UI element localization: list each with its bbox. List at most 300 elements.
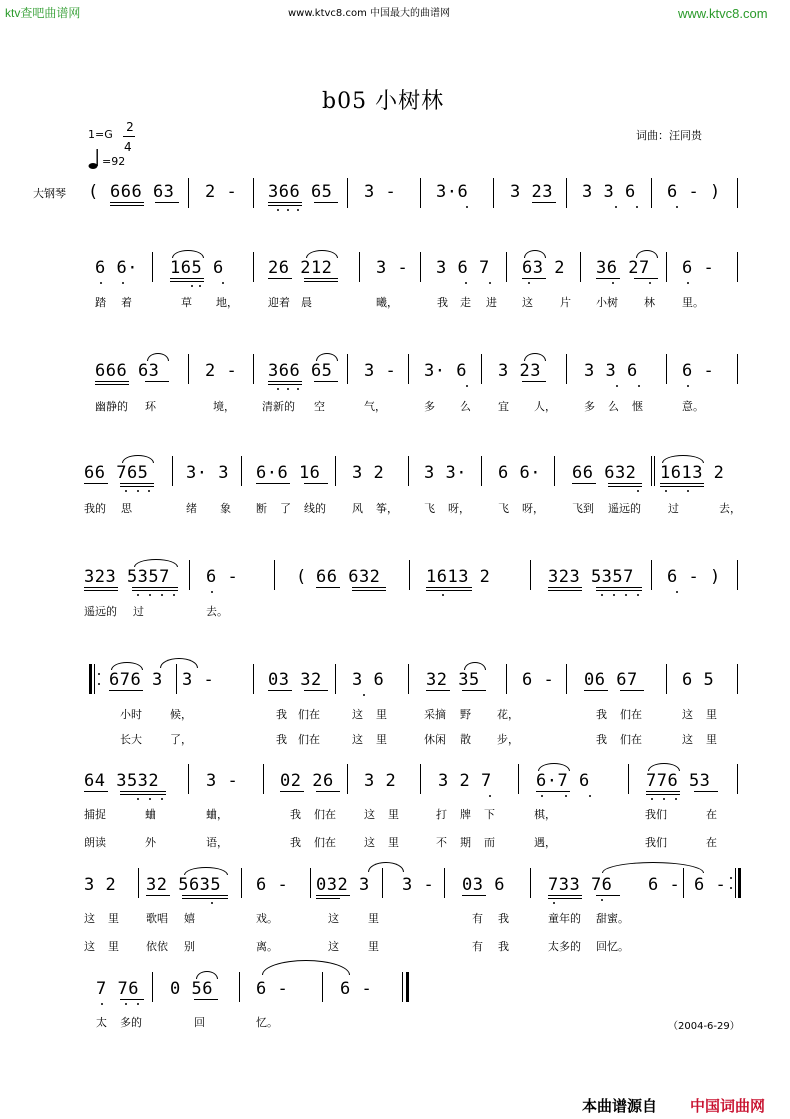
lyric: 下	[484, 808, 495, 821]
slur	[636, 250, 658, 258]
lyric: 环	[145, 400, 156, 413]
barline	[359, 252, 360, 282]
lyric: 别	[184, 940, 195, 953]
note-group: 6 -	[256, 875, 289, 895]
note-group: 3 2	[364, 771, 397, 791]
underline	[120, 791, 166, 792]
lyric: 么	[460, 400, 471, 413]
lyric: 打	[436, 808, 447, 821]
slur	[662, 455, 704, 463]
note-group: 2 -	[205, 361, 238, 381]
note-group: 323 5357	[84, 567, 170, 587]
barline	[666, 354, 667, 384]
underline	[548, 590, 582, 591]
repeat-dot	[98, 683, 100, 685]
site-tagline: www.ktvc8.com 中国最大的曲谱网	[288, 8, 451, 19]
lyric: 意。	[682, 400, 704, 413]
lyric: 清新的	[262, 400, 295, 413]
note-group: 3 6	[352, 670, 385, 690]
dot	[676, 591, 678, 593]
tie	[262, 960, 350, 975]
lyric: 里	[108, 940, 119, 953]
barline	[347, 178, 348, 208]
footer-site-link[interactable]: 中国词曲网	[690, 1097, 766, 1115]
barline	[176, 664, 177, 694]
lyric: 惬	[632, 400, 643, 413]
lyric: 而	[484, 836, 495, 849]
underline	[596, 278, 620, 279]
dot	[613, 594, 615, 596]
barline	[666, 664, 667, 694]
time-signature-bottom: 4	[124, 140, 132, 154]
underline	[268, 384, 302, 385]
lyric: 飞	[424, 502, 435, 515]
lyric: 这	[84, 912, 95, 925]
note-group: 6·6 16	[256, 463, 321, 483]
barline	[188, 178, 189, 208]
note-group: 3 -	[376, 258, 409, 278]
lyric: 这	[328, 912, 339, 925]
page-title: b05 小树林	[322, 89, 445, 114]
barline	[408, 456, 409, 486]
lyric: 野	[460, 708, 471, 721]
credit: 词曲：汪同贵	[636, 129, 702, 142]
note-group: 6 -	[694, 875, 727, 895]
barline	[347, 354, 348, 384]
note-group: 676 3	[109, 670, 163, 690]
barline	[481, 456, 482, 486]
underline	[584, 690, 608, 691]
dot	[149, 798, 151, 800]
slur	[538, 763, 570, 771]
lyric: 在	[706, 836, 717, 849]
dot	[663, 798, 665, 800]
barline	[654, 456, 655, 486]
lyric: 朗读	[84, 836, 106, 849]
note-group: 6 -	[256, 979, 289, 999]
dot	[601, 594, 603, 596]
barline	[189, 560, 190, 590]
lyric: 回	[194, 1016, 205, 1029]
dot	[541, 795, 543, 797]
lyric: 我	[290, 836, 301, 849]
barline	[554, 456, 555, 486]
barline	[241, 456, 242, 486]
lyric: 花，	[497, 708, 519, 721]
lyric: 戏。	[256, 912, 278, 925]
note-group: 366 65	[268, 182, 333, 202]
barline	[253, 354, 254, 384]
lyric: 里	[368, 940, 379, 953]
note-group: 733 76	[548, 875, 613, 895]
key-signature: 1=G	[88, 128, 113, 141]
repeat-dot	[730, 877, 732, 879]
date-stamp: （2004-6-29）	[668, 1021, 740, 1032]
barline	[152, 972, 153, 1002]
note-group: (	[296, 567, 307, 587]
time-signature-top: 2	[126, 120, 134, 134]
slur	[464, 662, 486, 670]
lyric: 片	[560, 296, 571, 309]
slur	[316, 353, 338, 361]
dot	[687, 490, 689, 492]
note-group: 66 632	[316, 567, 381, 587]
slur	[524, 250, 546, 258]
underline	[314, 381, 338, 382]
tie	[160, 658, 198, 668]
barline	[628, 764, 629, 794]
note-group: 7 76	[96, 979, 139, 999]
dot	[637, 594, 639, 596]
underline	[146, 895, 170, 896]
underline	[95, 381, 129, 382]
lyric: 依依	[146, 940, 168, 953]
underline	[120, 486, 154, 487]
lyric: 里	[388, 808, 399, 821]
underline	[110, 205, 144, 206]
dot	[137, 798, 139, 800]
dot	[122, 282, 124, 284]
underline	[84, 590, 118, 591]
lyric: 飞	[498, 502, 509, 515]
note-group: 6 -	[682, 361, 715, 381]
underline	[620, 690, 644, 691]
lyric: 断	[256, 502, 267, 515]
barline	[382, 868, 383, 898]
lyric: 我	[437, 296, 448, 309]
slur	[196, 971, 218, 979]
lyric: 休闲	[424, 733, 446, 746]
lyric: 么	[608, 400, 619, 413]
underline	[634, 278, 658, 279]
repeat-end-barline	[738, 868, 741, 898]
slur	[648, 763, 680, 771]
dot	[100, 282, 102, 284]
lyric: 语，	[206, 836, 228, 849]
lyric: 小树	[596, 296, 618, 309]
dot	[277, 388, 279, 390]
note-group: 3 -	[182, 670, 215, 690]
underline	[170, 278, 204, 279]
lyric: 里	[376, 733, 387, 746]
underline	[132, 587, 178, 588]
underline	[548, 587, 582, 588]
lyric: 筝，	[376, 502, 398, 515]
lyric: 里	[388, 836, 399, 849]
slur	[134, 559, 178, 567]
lyric: 在	[706, 808, 717, 821]
lyric: 小时	[120, 708, 142, 721]
note-group: 366 65	[268, 361, 333, 381]
dot	[466, 206, 468, 208]
dot	[636, 206, 638, 208]
lyric: 童年的	[548, 912, 581, 925]
underline	[304, 690, 328, 691]
barline	[737, 178, 738, 208]
underline	[522, 381, 546, 382]
lyric: 去。	[206, 605, 228, 618]
note-group: 3· 3	[186, 463, 229, 483]
underline	[280, 791, 304, 792]
site-logo-right[interactable]: www.ktvc8.com	[678, 6, 768, 21]
lyric: 们在	[314, 808, 336, 821]
barline	[241, 868, 242, 898]
time-signature-line	[123, 136, 135, 137]
underline	[256, 483, 290, 484]
lyric: 我们	[645, 808, 667, 821]
lyric: 不	[436, 836, 447, 849]
underline	[314, 202, 338, 203]
lyric: 了，	[170, 733, 192, 746]
barline	[335, 664, 336, 694]
lyric: 棋，	[534, 808, 556, 821]
quarter-note-icon	[88, 148, 102, 174]
dot	[465, 282, 467, 284]
note-group: 66 765	[84, 463, 149, 483]
lyric: 飞到	[572, 502, 594, 515]
underline	[316, 898, 340, 899]
lyric: 太多的	[548, 940, 581, 953]
note-group: 3·6	[436, 182, 469, 202]
footer-source-label: 本曲谱源自	[582, 1097, 658, 1115]
note-group: 1613 2	[660, 463, 725, 483]
barline	[420, 178, 421, 208]
barline	[444, 868, 445, 898]
dot	[125, 1003, 127, 1005]
dot	[277, 209, 279, 211]
note-group: (	[88, 182, 99, 202]
underline	[84, 791, 108, 792]
slur	[122, 455, 154, 463]
dot	[466, 385, 468, 387]
lyric: 牌	[460, 808, 471, 821]
barline	[737, 354, 738, 384]
lyric: 绪	[186, 502, 197, 515]
underline	[596, 587, 642, 588]
note-group: 3 -	[364, 361, 397, 381]
note-group: 3 -	[206, 771, 239, 791]
note-group: 6 -	[682, 258, 715, 278]
underline	[608, 486, 642, 487]
note-group: 6 -	[206, 567, 239, 587]
dot	[528, 282, 530, 284]
lyric: 多	[584, 400, 595, 413]
lyric: 幽静的	[95, 400, 128, 413]
barline	[408, 354, 409, 384]
dot	[191, 285, 193, 287]
underline	[304, 281, 338, 282]
slur	[147, 353, 169, 361]
barline	[580, 252, 581, 282]
lyric: 有	[472, 912, 483, 925]
lyric: 过	[133, 605, 144, 618]
lyric: 这	[84, 940, 95, 953]
underline	[660, 483, 704, 484]
barline	[566, 664, 567, 694]
lyric: 我	[290, 808, 301, 821]
lyric: 我	[596, 708, 607, 721]
dot	[687, 282, 689, 284]
dot	[638, 385, 640, 387]
note-group: 3 23	[498, 361, 541, 381]
dot	[211, 902, 213, 904]
note-group: 1613 2	[426, 567, 491, 587]
note-group: 6 - )	[667, 182, 721, 202]
underline	[548, 895, 582, 896]
barline	[735, 868, 736, 898]
barline	[409, 560, 410, 590]
dot	[489, 282, 491, 284]
dot	[137, 490, 139, 492]
underline	[110, 202, 144, 203]
barline	[188, 354, 189, 384]
barline	[172, 456, 173, 486]
note-group: 03 32	[268, 670, 322, 690]
note-group: 63 2	[522, 258, 565, 278]
dot	[149, 594, 151, 596]
lyric: 们在	[298, 708, 320, 721]
lyric: 们在	[620, 733, 642, 746]
note-group: 032 3	[316, 875, 370, 895]
underline	[170, 281, 204, 282]
dot	[615, 206, 617, 208]
note-group: 666 63	[110, 182, 175, 202]
tempo-value: =92	[102, 155, 126, 168]
note-group: 66 632	[572, 463, 637, 483]
lyric: 有	[472, 940, 483, 953]
lyric: 晨	[301, 296, 312, 309]
note-group: 6 - )	[667, 567, 721, 587]
barline	[263, 764, 264, 794]
note-group: 3 3·	[424, 463, 467, 483]
underline	[120, 794, 166, 795]
slur	[184, 867, 228, 875]
lyric: 踏	[95, 296, 106, 309]
barline	[506, 252, 507, 282]
note-group: 323 5357	[548, 567, 634, 587]
dot	[199, 285, 201, 287]
lyric: 捕捉	[84, 808, 106, 821]
lyric: 里	[706, 708, 717, 721]
lyric: 采摘	[424, 708, 446, 721]
barline	[506, 664, 507, 694]
dot	[137, 1003, 139, 1005]
barline	[518, 764, 519, 794]
note-group: 6 5	[682, 670, 715, 690]
underline	[182, 895, 228, 896]
underline	[120, 999, 144, 1000]
note-group: 36 27	[596, 258, 650, 278]
lyric: 着	[121, 296, 132, 309]
underline	[316, 587, 340, 588]
underline	[304, 483, 328, 484]
lyric: 空	[314, 400, 325, 413]
note-group: 6 6·	[498, 463, 541, 483]
barline	[737, 764, 738, 794]
lyric: 里	[706, 733, 717, 746]
underline	[84, 587, 118, 588]
note-group: 6 -	[340, 979, 373, 999]
site-logo-left[interactable]: ktv查吧曲谱网	[5, 6, 81, 20]
note-group: 02 26	[280, 771, 334, 791]
lyric: 迎着	[268, 296, 290, 309]
lyric: 遇，	[534, 836, 556, 849]
underline	[536, 791, 570, 792]
underline	[182, 898, 228, 899]
underline	[145, 381, 169, 382]
underline	[304, 278, 338, 279]
underline	[426, 690, 450, 691]
dot	[565, 795, 567, 797]
note-group: 2 -	[205, 182, 238, 202]
barline	[651, 560, 652, 590]
lyric: 多的	[120, 1016, 142, 1029]
lyric: 我	[498, 940, 509, 953]
lyric: 离。	[256, 940, 278, 953]
lyric: 地，	[216, 296, 238, 309]
dot	[222, 282, 224, 284]
underline	[426, 590, 472, 591]
barline	[239, 972, 240, 1002]
lyric: 多	[424, 400, 435, 413]
note-group: 3 23	[510, 182, 553, 202]
repeat-dot	[730, 887, 732, 889]
dot	[625, 594, 627, 596]
lyric: 呀，	[448, 502, 470, 515]
lyric: 歌唱	[146, 912, 168, 925]
lyric: 这	[352, 733, 363, 746]
note-group: 32 5635	[146, 875, 222, 895]
lyric: 蛐	[145, 808, 156, 821]
lyric: 了	[280, 502, 291, 515]
barline	[737, 560, 738, 590]
barline	[322, 972, 323, 1002]
lyric: 思	[121, 502, 132, 515]
dot	[489, 795, 491, 797]
lyric: 散	[460, 733, 471, 746]
barline	[530, 868, 531, 898]
barline	[737, 664, 738, 694]
barline	[274, 560, 275, 590]
note-group: 6·7 6	[536, 771, 590, 791]
barline	[420, 252, 421, 282]
dot	[161, 798, 163, 800]
tie	[602, 862, 704, 873]
lyric: 宜	[498, 400, 509, 413]
lyric: 外	[145, 836, 156, 849]
dot	[442, 594, 444, 596]
note-group: 0 56	[170, 979, 213, 999]
note-group: 776 53	[646, 771, 711, 791]
dot	[687, 385, 689, 387]
slur	[111, 662, 143, 670]
final-barline	[402, 972, 403, 1002]
barline	[138, 868, 139, 898]
instrument-label: 大钢琴	[33, 187, 66, 200]
note-group: 6 -	[522, 670, 555, 690]
lyric: 们在	[314, 836, 336, 849]
underline	[462, 690, 486, 691]
slur	[524, 353, 546, 361]
underline	[316, 895, 350, 896]
lyric: 忆。	[256, 1016, 278, 1029]
lyric: 过	[668, 502, 679, 515]
note-group: 26 212	[268, 258, 333, 278]
underline	[316, 791, 340, 792]
underline	[608, 483, 642, 484]
barline	[310, 868, 311, 898]
underline	[462, 895, 486, 896]
